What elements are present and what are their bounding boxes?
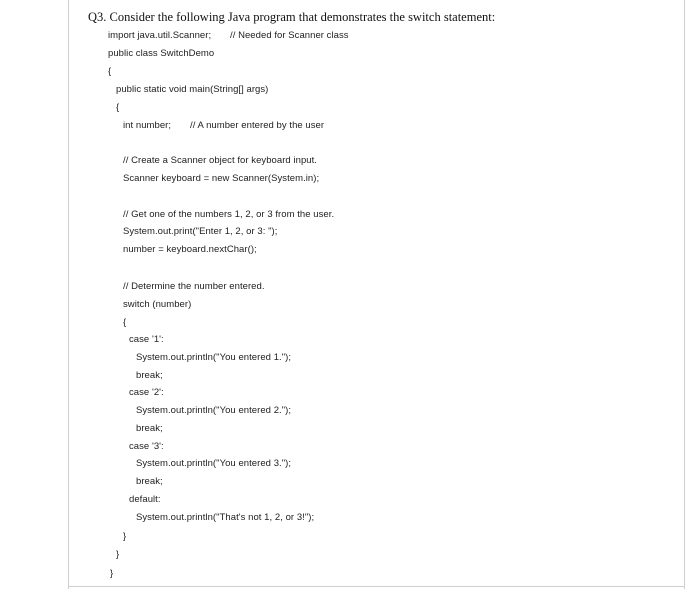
page-frame-right [684,0,685,589]
code-case-3: case '3': [129,441,164,452]
code-comment-scanner: // Create a Scanner object for keyboard input. [123,155,317,166]
code-switch-open-brace: { [123,317,127,328]
code-read-line: number = keyboard.nextChar(); [123,244,257,255]
code-var-comment: // A number entered by the user [190,120,325,131]
code-class-close-brace: } [110,568,114,579]
code-break-3: break; [136,476,163,487]
code-default-label: default: [129,494,161,505]
code-class-open-brace: { [108,66,112,77]
code-main-declaration: public static void main(String[] args) [116,84,269,95]
code-import: import java.util.Scanner; [108,30,212,41]
code-break-1: break; [136,370,163,381]
code-case-2: case '2': [129,387,164,398]
code-comment-determine: // Determine the number entered. [123,281,265,292]
code-case-1-print: System.out.println("You entered 1."); [136,352,292,363]
code-default-print: System.out.println("That's not 1, 2, or 3!"); [136,512,315,523]
code-var-declaration: int number; [123,120,172,131]
code-switch-close-brace: } [123,531,127,542]
code-case-2-print: System.out.println("You entered 2."); [136,405,292,416]
page-frame-left [68,0,69,589]
code-break-2: break; [136,423,163,434]
code-main-open-brace: { [116,102,120,113]
code-case-3-print: System.out.println("You entered 3."); [136,458,292,469]
code-case-1: case '1': [129,334,164,345]
code-class-declaration: public class SwitchDemo [108,48,215,59]
page-frame-bottom [68,586,685,587]
code-switch-line: switch (number) [123,299,192,310]
code-print-prompt: System.out.print("Enter 1, 2, or 3: "); [123,226,278,237]
code-import-comment: // Needed for Scanner class [230,30,349,41]
question-text: Q3. Consider the following Java program that demonstrates the switch statement: [88,10,496,24]
code-main-close-brace: } [116,549,120,560]
code-comment-get: // Get one of the numbers 1, 2, or 3 from the user. [123,209,335,220]
code-scanner-line: Scanner keyboard = new Scanner(System.in); [123,173,320,184]
